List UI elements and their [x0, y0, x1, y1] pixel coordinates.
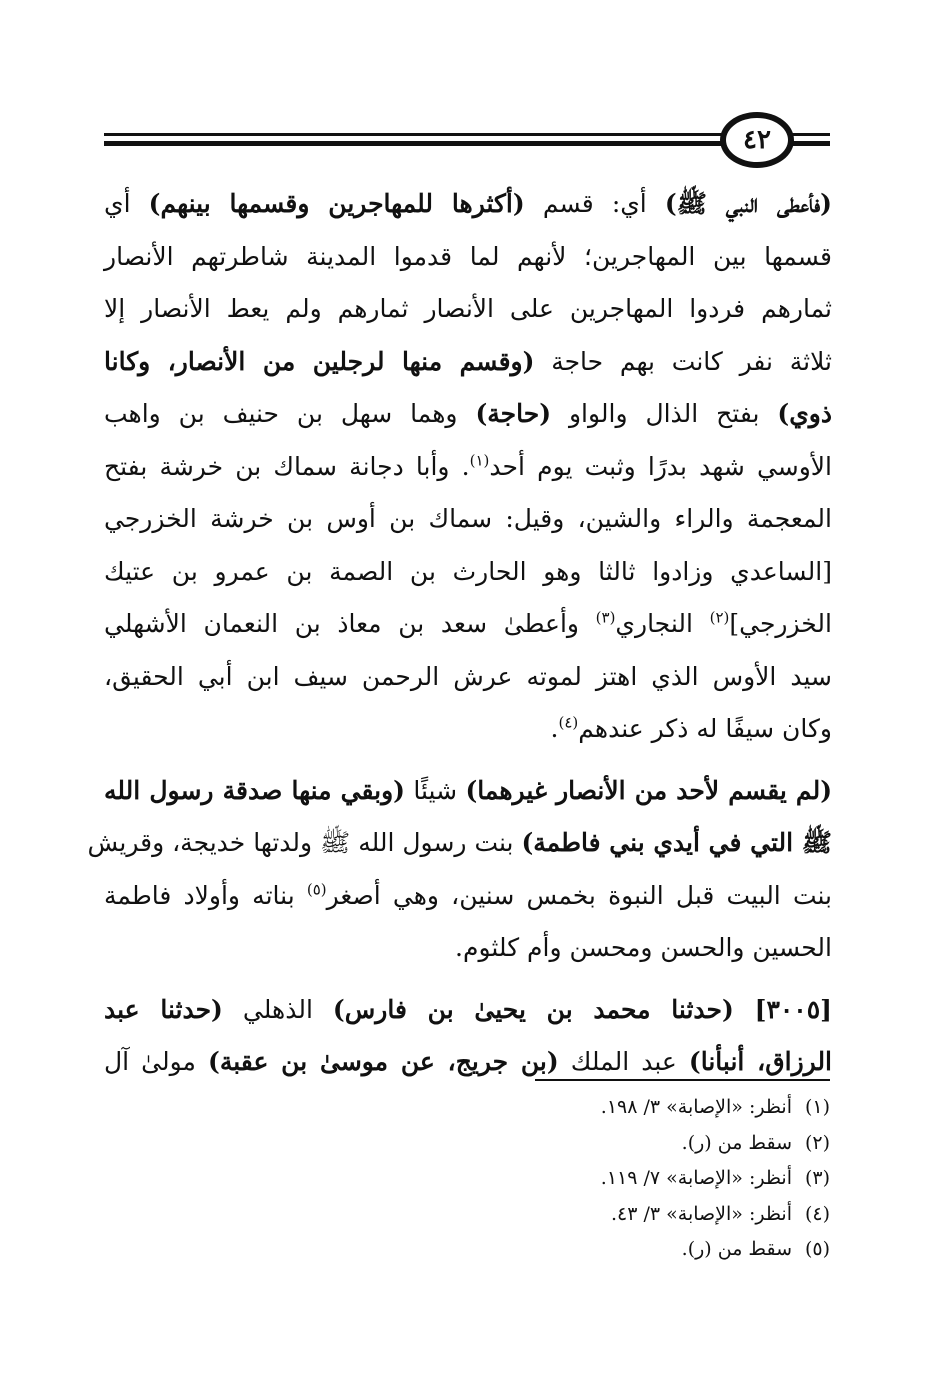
footnote-item: (٣)أنظر: «الإصابة» ٧/ ١١٩.: [600, 1167, 830, 1189]
text-line: المعجمة والراء والشين، وقيل: سماك بن أوس بن خرشة الخزرجي: [104, 504, 832, 533]
header-rule-bottom: [104, 141, 724, 146]
main-text: [87, 178, 833, 1089]
footnote-ref: (٣): [595, 608, 616, 627]
text-line: (لم يقسم لأحد من الأنصار غيرهما) شيئًا (وبقي منها صدقة رسول الله: [104, 775, 833, 805]
footnote-item: (١)أنظر: «الإصابة» ٣/ ١٩٨.: [600, 1096, 830, 1118]
text-line: [٣٠٠٥] (حدثنا محمد بن يحيىٰ بن فارس) الذهلي (حدثنا عبد: [104, 994, 832, 1024]
footnote-item: (٤)أنظر: «الإصابة» ٣/ ٤٣.: [610, 1202, 830, 1225]
page-header: [0, 0, 945, 200]
footnotes: [400, 1090, 830, 1268]
footnote-item: (٥)سقط من (ر).: [681, 1238, 830, 1260]
text-line: سيد الأوس الذي اهتز لموته عرش الرحمن سيف ابن أبي الحقيق،: [104, 661, 832, 691]
page-number: ٤٢: [720, 112, 794, 168]
footnote-separator: [535, 1079, 830, 1081]
footnote-item: (٢)سقط من (ر).: [681, 1131, 830, 1154]
footnote-ref: (٤): [558, 713, 579, 732]
text-line: قسمها بين المهاجرين؛ لأنهم لما قدموا المدينة شاطرتهم الأنصار: [104, 241, 832, 271]
text-line: (فأعطى النبي ﷺ) أي: قسم (أكثرها للمهاجرين وقسمها بينهم) أي: [104, 189, 833, 218]
text-line: الحسين والحسن ومحسن وأم كلثوم.: [455, 933, 832, 962]
text-line: الخزرجي]$^{(٢)}$ النجاري$^{(٣)}$ وأعطىٰ سعد بن معاذ بن النعمان الأشهلي: [104, 608, 832, 638]
text-line: الأوسي شهد بدرًا وثبت يوم أحد$^{(١)}$. وأبا دجانة سماك بن خرشة بفتح: [104, 451, 832, 481]
text-line: ثمارهم فردوا المهاجرين على الأنصار ثمارهم ولم يعط الأنصار إلا: [104, 294, 832, 323]
text-line: بنت البيت قبل النبوة بخمس سنين، وهي أصغر$^{(٥)}$ بناته وأولاد فاطمة: [104, 880, 832, 910]
footnote-ref: (١): [469, 451, 490, 470]
paragraph-gap: [104, 975, 832, 984]
text-line: وكان سيفًا له ذكر عندهم$^{(٤)}$.: [550, 713, 832, 743]
text-line: ثلاثة نفر كانت بهم حاجة (وقسم منها لرجلين من الأنصار، وكانا: [104, 346, 832, 376]
header-rule-top: [104, 133, 724, 136]
paragraph-gap: [104, 756, 832, 765]
footnote-ref: (٥): [306, 880, 327, 899]
text-line: ذوي) بفتح الذال والواو (حاجة) وهما سهل بن حنيف بن واهب: [104, 399, 832, 428]
text-line: ﷺ التي في أيدي بني فاطمة) بنت رسول الله ﷺ ولدتها خديجة، وقريش: [87, 828, 832, 857]
footnote-ref: (٢): [709, 608, 730, 627]
header-rule-right-top: [790, 133, 830, 136]
header-rule-right-bottom: [790, 141, 830, 146]
text-line: الرزاق، أنبأنا) عبد الملك (بن جريج، عن موسىٰ بن عقبة) مولىٰ آل: [104, 1047, 833, 1076]
text-line: [الساعدي وزادوا ثالثا وهو الحارث بن الصمة بن عمرو بن عتيك: [104, 556, 832, 586]
